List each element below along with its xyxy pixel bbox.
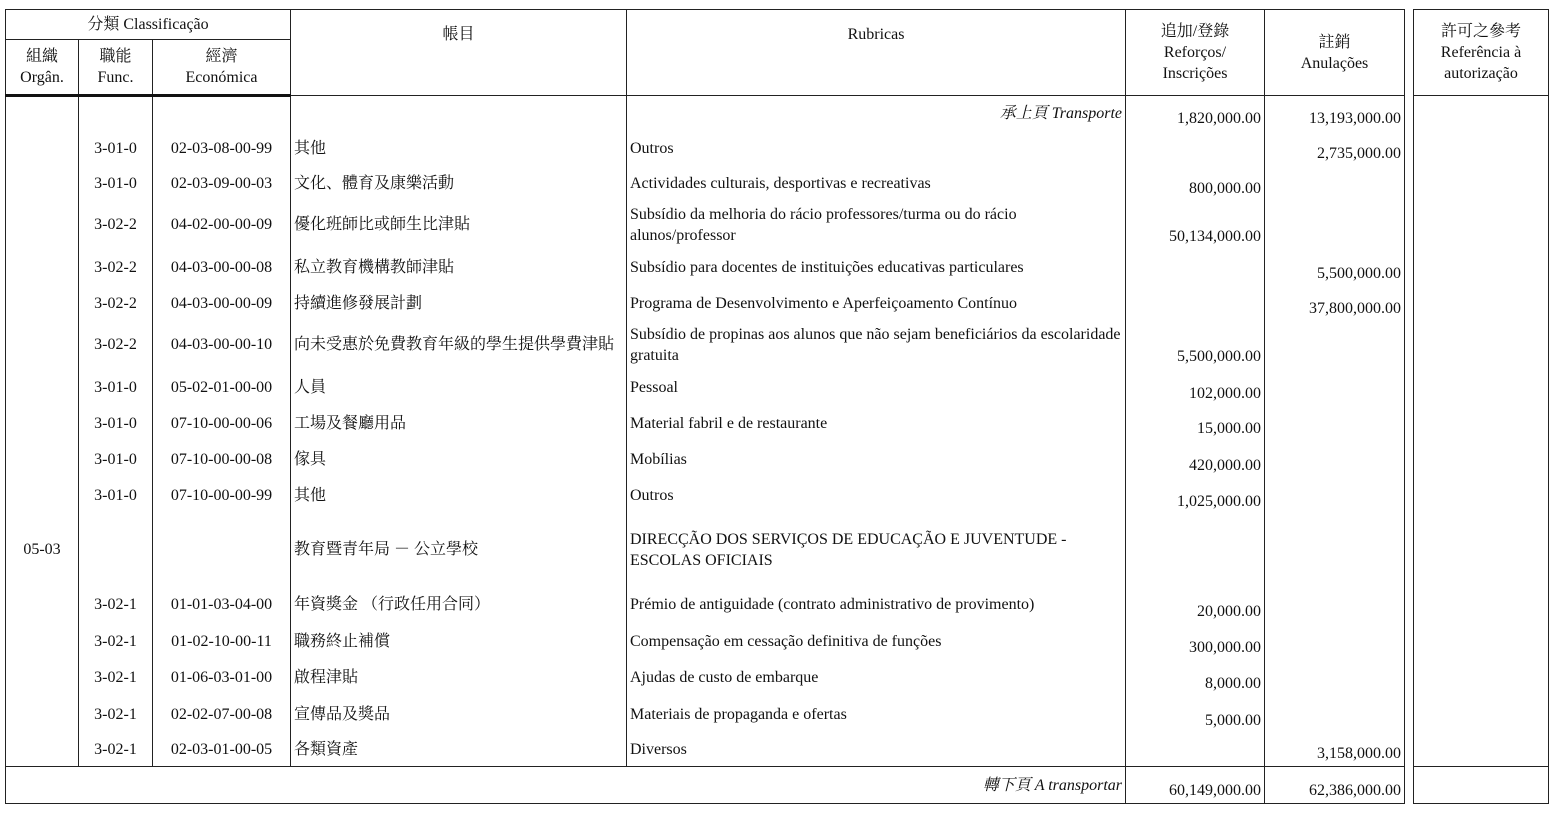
cell-reforcos: 1,025,000.00 [1126, 478, 1265, 514]
table-row [6, 406, 1549, 441]
cell-referencia [1414, 478, 1549, 514]
cell-referencia [1414, 201, 1549, 249]
table-row [6, 660, 1549, 696]
cell-organ [6, 733, 79, 767]
cell-account: 其他 [291, 478, 627, 514]
cell-referencia [1414, 406, 1549, 441]
cell-organ [6, 660, 79, 696]
cell-reforcos: 15,000.00 [1126, 406, 1265, 441]
table-row [6, 586, 1549, 624]
cell-organ [6, 201, 79, 249]
cell-referencia [1414, 514, 1549, 586]
econ-header: 經濟 Económica [153, 40, 291, 96]
cell-econ: 01-02-10-00-11 [153, 624, 291, 660]
cell-econ: 04-03-00-00-10 [153, 321, 291, 369]
cell-reforcos: 5,500,000.00 [1126, 321, 1265, 369]
cell-rubrica: Diversos [627, 733, 1126, 767]
cell-referencia [1414, 131, 1549, 166]
transport-row [6, 96, 1549, 131]
rubricas-header: Rubricas [627, 10, 1126, 96]
cell-referencia [1414, 321, 1549, 369]
cell-organ [6, 478, 79, 514]
cell-referencia [1414, 733, 1549, 767]
cell-anulacoes [1265, 166, 1405, 201]
table-row [6, 249, 1549, 286]
cell-rubrica: Programa de Desenvolvimento e Aperfeiçoamento Contínuo [627, 286, 1126, 321]
cell-account: 文化、體育及康樂活動 [291, 166, 627, 201]
table-row [6, 321, 1549, 369]
cell-reforcos: 50,134,000.00 [1126, 201, 1265, 249]
table-row [6, 201, 1549, 249]
cell-organ [6, 166, 79, 201]
cell-rubrica: Subsídio da melhoria do rácio professores/turma ou do rácio alunos/professor [627, 201, 1126, 249]
cell-account: 啟程津貼 [291, 660, 627, 696]
cell-reforcos [1126, 514, 1265, 586]
cell-organ: 05-03 [6, 514, 79, 586]
cell-anulacoes: 5,500,000.00 [1265, 249, 1405, 286]
cell-organ [6, 696, 79, 733]
cell-rubrica: Material fabril e de restaurante [627, 406, 1126, 441]
cell-organ [6, 406, 79, 441]
table-row [6, 166, 1549, 201]
cell-anulacoes: 3,158,000.00 [1265, 733, 1405, 767]
cell-func: 3-02-2 [79, 321, 153, 369]
cell-organ [6, 131, 79, 166]
cell-econ: 01-01-03-04-00 [153, 586, 291, 624]
account-header: 帳目 [291, 10, 627, 96]
cell-account: 傢具 [291, 441, 627, 478]
table-row [6, 441, 1549, 478]
transport-anulacoes: 13,193,000.00 [1265, 96, 1405, 131]
cell-econ: 04-03-00-00-08 [153, 249, 291, 286]
cell-rubrica: Outros [627, 131, 1126, 166]
cell-func: 3-01-0 [79, 369, 153, 406]
cell-account: 職務終止補償 [291, 624, 627, 660]
cell-reforcos [1126, 286, 1265, 321]
cell-rubrica: DIRECÇÃO DOS SERVIÇOS DE EDUCAÇÃO E JUVENTUDE - ESCOLAS OFICIAIS [627, 514, 1126, 586]
cell-referencia [1414, 586, 1549, 624]
cell-referencia [1414, 166, 1549, 201]
cell-organ [6, 624, 79, 660]
cell-account: 各類資產 [291, 733, 627, 767]
classification-header: 分類 Classificação [6, 10, 291, 40]
table-row [6, 286, 1549, 321]
table-row [6, 624, 1549, 660]
cell-func: 3-01-0 [79, 478, 153, 514]
reforcos-header: 追加/登錄 Reforços/ Inscrições [1126, 10, 1265, 96]
organ-header: 組織 Orgân. [6, 40, 79, 96]
cell-rubrica: Actividades culturais, desportivas e recreativas [627, 166, 1126, 201]
cell-func: 3-02-1 [79, 660, 153, 696]
cell-func: 3-02-2 [79, 286, 153, 321]
cell-anulacoes [1265, 660, 1405, 696]
cell-econ: 07-10-00-00-99 [153, 478, 291, 514]
cell-anulacoes: 2,735,000.00 [1265, 131, 1405, 166]
cell-anulacoes [1265, 369, 1405, 406]
cell-econ: 05-02-01-00-00 [153, 369, 291, 406]
transport-reforcos: 1,820,000.00 [1126, 96, 1265, 131]
cell-account: 優化班師比或師生比津貼 [291, 201, 627, 249]
cell-econ: 02-03-08-00-99 [153, 131, 291, 166]
cell-reforcos: 800,000.00 [1126, 166, 1265, 201]
cell-rubrica: Prémio de antiguidade (contrato administrativo de provimento) [627, 586, 1126, 624]
cell-organ [6, 369, 79, 406]
cell-rubrica: Mobílias [627, 441, 1126, 478]
cell-anulacoes [1265, 201, 1405, 249]
cell-referencia [1414, 286, 1549, 321]
cell-econ: 02-03-01-00-05 [153, 733, 291, 767]
cell-reforcos: 5,000.00 [1126, 696, 1265, 733]
cell-account: 工場及餐廳用品 [291, 406, 627, 441]
cell-reforcos [1126, 249, 1265, 286]
cell-func: 3-01-0 [79, 166, 153, 201]
cell-func: 3-02-2 [79, 249, 153, 286]
budget-table [5, 9, 1549, 804]
cell-referencia [1414, 369, 1549, 406]
cell-referencia [1414, 441, 1549, 478]
cell-econ: 07-10-00-00-08 [153, 441, 291, 478]
cell-reforcos [1126, 733, 1265, 767]
anulacoes-header: 註銷 Anulações [1265, 10, 1405, 96]
cell-organ [6, 586, 79, 624]
cell-organ [6, 249, 79, 286]
cell-account: 教育暨青年局 － 公立學校 [291, 514, 627, 586]
footer-row [6, 767, 1549, 804]
cell-func: 3-02-2 [79, 201, 153, 249]
table-row [6, 131, 1549, 166]
cell-func: 3-02-1 [79, 733, 153, 767]
cell-rubrica: Subsídio de propinas aos alunos que não sejam beneficiários da escolaridade gratuita [627, 321, 1126, 369]
cell-reforcos: 300,000.00 [1126, 624, 1265, 660]
cell-rubrica: Subsídio para docentes de instituições educativas particulares [627, 249, 1126, 286]
budget-table-container [5, 9, 1549, 804]
cell-rubrica: Materiais de propaganda e ofertas [627, 696, 1126, 733]
cell-account: 向未受惠於免費教育年級的學生提供學費津貼 [291, 321, 627, 369]
cell-reforcos: 102,000.00 [1126, 369, 1265, 406]
cell-organ [6, 286, 79, 321]
cell-anulacoes [1265, 321, 1405, 369]
cell-referencia [1414, 624, 1549, 660]
table-row [6, 696, 1549, 733]
footer-anulacoes: 62,386,000.00 [1265, 767, 1405, 804]
table-row [6, 514, 1549, 586]
cell-econ: 04-03-00-00-09 [153, 286, 291, 321]
table-row [6, 369, 1549, 406]
cell-func: 3-01-0 [79, 406, 153, 441]
cell-account: 私立教育機構教師津貼 [291, 249, 627, 286]
cell-reforcos [1126, 131, 1265, 166]
cell-account: 宣傳品及獎品 [291, 696, 627, 733]
transport-label: 承上頁 Transporte [627, 96, 1126, 131]
cell-rubrica: Outros [627, 478, 1126, 514]
cell-anulacoes [1265, 478, 1405, 514]
cell-econ: 07-10-00-00-06 [153, 406, 291, 441]
cell-econ: 02-02-07-00-08 [153, 696, 291, 733]
table-row [6, 733, 1549, 767]
cell-reforcos: 420,000.00 [1126, 441, 1265, 478]
cell-rubrica: Ajudas de custo de embarque [627, 660, 1126, 696]
cell-anulacoes [1265, 624, 1405, 660]
func-header: 職能 Func. [79, 40, 153, 96]
cell-func [79, 514, 153, 586]
cell-account: 年資獎金 （行政任用合同） [291, 586, 627, 624]
cell-anulacoes [1265, 696, 1405, 733]
cell-anulacoes [1265, 406, 1405, 441]
cell-rubrica: Pessoal [627, 369, 1126, 406]
referencia-header: 許可之參考 Referência à autorização [1414, 10, 1549, 96]
cell-func: 3-01-0 [79, 441, 153, 478]
cell-func: 3-02-1 [79, 696, 153, 733]
cell-reforcos: 20,000.00 [1126, 586, 1265, 624]
cell-anulacoes [1265, 514, 1405, 586]
cell-rubrica: Compensação em cessação definitiva de funções [627, 624, 1126, 660]
cell-anulacoes [1265, 586, 1405, 624]
cell-func: 3-02-1 [79, 586, 153, 624]
cell-anulacoes: 37,800,000.00 [1265, 286, 1405, 321]
cell-anulacoes [1265, 441, 1405, 478]
cell-referencia [1414, 696, 1549, 733]
cell-account: 持續進修發展計劃 [291, 286, 627, 321]
cell-econ: 01-06-03-01-00 [153, 660, 291, 696]
footer-label: 轉下頁 A transportar [6, 767, 1126, 804]
footer-reforcos: 60,149,000.00 [1126, 767, 1265, 804]
cell-referencia [1414, 249, 1549, 286]
cell-func: 3-01-0 [79, 131, 153, 166]
cell-econ [153, 514, 291, 586]
table-row [6, 478, 1549, 514]
cell-reforcos: 8,000.00 [1126, 660, 1265, 696]
cell-account: 人員 [291, 369, 627, 406]
cell-account: 其他 [291, 131, 627, 166]
cell-organ [6, 441, 79, 478]
cell-econ: 04-02-00-00-09 [153, 201, 291, 249]
cell-func: 3-02-1 [79, 624, 153, 660]
cell-econ: 02-03-09-00-03 [153, 166, 291, 201]
cell-organ [6, 321, 79, 369]
cell-referencia [1414, 660, 1549, 696]
